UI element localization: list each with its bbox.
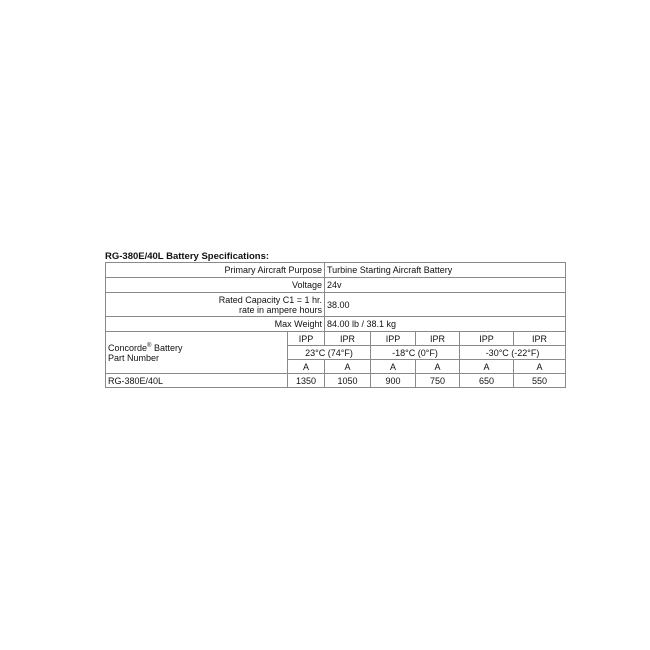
registered-mark: ® bbox=[147, 342, 152, 349]
voltage-label: Voltage bbox=[106, 278, 325, 293]
spec-sheet bbox=[105, 251, 548, 388]
temperature-header: -18°C (0°F) bbox=[371, 346, 460, 360]
value-cell: 1050 bbox=[325, 374, 371, 388]
spec-row-voltage bbox=[106, 278, 566, 293]
unit-cell: A bbox=[288, 360, 325, 374]
unit-cell: A bbox=[325, 360, 371, 374]
rating-header: IPP bbox=[288, 332, 325, 346]
part-number-header bbox=[106, 332, 288, 374]
temperature-header: 23°C (74°F) bbox=[288, 346, 371, 360]
rating-header: IPP bbox=[371, 332, 416, 346]
part-label-brand: Concorde bbox=[108, 342, 148, 353]
temperature-header: -30°C (-22°F) bbox=[460, 346, 566, 360]
part-number-cell: RG-380E/40L bbox=[106, 374, 288, 388]
weight-label: Max Weight bbox=[106, 317, 325, 332]
unit-cell: A bbox=[460, 360, 514, 374]
value-cell: 900 bbox=[371, 374, 416, 388]
value-cell: 750 bbox=[416, 374, 460, 388]
table-row bbox=[106, 374, 566, 388]
spec-table bbox=[105, 262, 566, 388]
weight-value: 84.00 lb / 38.1 kg bbox=[325, 317, 566, 332]
value-cell: 650 bbox=[460, 374, 514, 388]
capacity-label-line2: rate in ampere hours bbox=[238, 304, 323, 315]
rating-header: IPP bbox=[460, 332, 514, 346]
spec-row-capacity bbox=[106, 293, 566, 317]
rating-header-row bbox=[106, 332, 566, 346]
part-label-line2: Part Number bbox=[108, 352, 160, 363]
capacity-label-line1: Rated Capacity C1 = 1 hr. bbox=[218, 294, 323, 305]
spec-title: RG-380E/40L Battery Specifications: bbox=[105, 251, 270, 262]
purpose-value: Turbine Starting Aircraft Battery bbox=[325, 263, 566, 278]
value-cell: 1350 bbox=[288, 374, 325, 388]
capacity-label bbox=[106, 293, 325, 317]
unit-cell: A bbox=[371, 360, 416, 374]
spec-row-weight bbox=[106, 317, 566, 332]
capacity-value: 38.00 bbox=[325, 293, 566, 317]
value-cell: 550 bbox=[514, 374, 566, 388]
purpose-label: Primary Aircraft Purpose bbox=[106, 263, 325, 278]
rating-header: IPR bbox=[514, 332, 566, 346]
spec-row-purpose bbox=[106, 263, 566, 278]
part-label-battery: Battery bbox=[151, 342, 183, 353]
voltage-value: 24v bbox=[325, 278, 566, 293]
rating-header: IPR bbox=[416, 332, 460, 346]
unit-cell: A bbox=[514, 360, 566, 374]
unit-cell: A bbox=[416, 360, 460, 374]
rating-header: IPR bbox=[325, 332, 371, 346]
